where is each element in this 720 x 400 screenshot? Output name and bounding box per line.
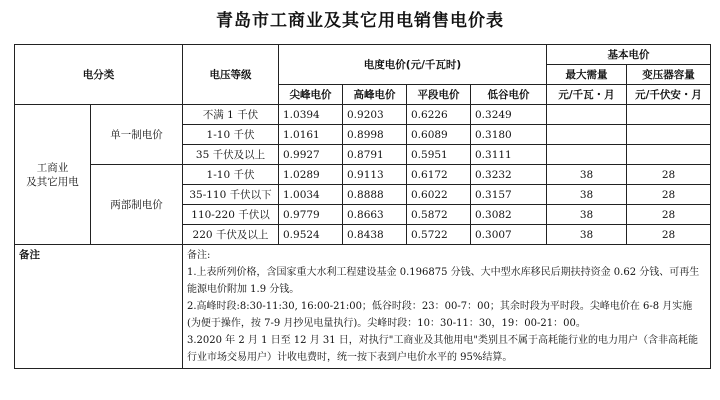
valley-cell: 0.3007 xyxy=(471,225,547,245)
high-cell: 0.8998 xyxy=(343,125,407,145)
category-label-line1: 工商业 xyxy=(36,161,69,174)
high-cell: 0.8438 xyxy=(343,225,407,245)
valley-cell: 0.3180 xyxy=(471,125,547,145)
header-category: 电分类 xyxy=(15,45,183,105)
peak-cell: 0.9524 xyxy=(279,225,343,245)
notes-heading: 备注 xyxy=(15,245,183,369)
voltage-cell: 220 千伏及以上 xyxy=(183,225,279,245)
transformer-cell: 28 xyxy=(627,205,711,225)
valley-cell: 0.3082 xyxy=(471,205,547,225)
flat-cell: 0.5872 xyxy=(407,205,471,225)
header-transformer: 变压器容量 xyxy=(627,65,711,85)
notes-intro: 备注: xyxy=(187,250,211,261)
tariff-table xyxy=(14,44,711,369)
demand-cell: 38 xyxy=(547,165,627,185)
peak-cell: 0.9927 xyxy=(279,145,343,165)
flat-cell: 0.6226 xyxy=(407,105,471,125)
header-basic-price: 基本电价 xyxy=(547,45,711,65)
header-max-demand: 最大需量 xyxy=(547,65,627,85)
peak-cell: 0.9779 xyxy=(279,205,343,225)
peak-cell: 1.0289 xyxy=(279,165,343,185)
header-max-demand-unit: 元/千瓦・月 xyxy=(547,85,627,105)
transformer-cell: 28 xyxy=(627,165,711,185)
header-flat: 平段电价 xyxy=(407,85,471,105)
note-item: 1.上表所列价格，含国家重大水利工程建设基金 0.196875 分钱、大中型水库移民后期扶持资金 0.62 分钱、可再生能源电价附加 1.9 分钱。 xyxy=(187,267,700,295)
valley-cell: 0.3157 xyxy=(471,185,547,205)
voltage-cell: 35 千伏及以上 xyxy=(183,145,279,165)
note-item: 3.2020 年 2 月 1 日至 12 月 31 日，对执行"工商业及其他用电"类别且不属于高耗能行业的电力用户（含非高耗能行业市场交易用户）计收电费时，统一按下表到户电价水平的 95%结算。 xyxy=(187,335,698,363)
table-row xyxy=(15,165,711,185)
voltage-cell: 35-110 千伏以下 xyxy=(183,185,279,205)
transformer-cell xyxy=(627,125,711,145)
header-energy-price: 电度电价(元/千瓦时) xyxy=(279,45,547,85)
demand-cell xyxy=(547,125,627,145)
flat-cell: 0.6089 xyxy=(407,125,471,145)
notes-row xyxy=(15,245,711,369)
voltage-cell: 1-10 千伏 xyxy=(183,125,279,145)
valley-cell: 0.3249 xyxy=(471,105,547,125)
valley-cell: 0.3111 xyxy=(471,145,547,165)
table-row xyxy=(15,105,711,125)
high-cell: 0.9203 xyxy=(343,105,407,125)
demand-cell: 38 xyxy=(547,225,627,245)
voltage-cell: 不满 1 千伏 xyxy=(183,105,279,125)
header-peak: 尖峰电价 xyxy=(279,85,343,105)
demand-cell xyxy=(547,105,627,125)
note-item: 2.高峰时段:8:30-11:30, 16:00-21:00；低谷时段：23：00-7：00；其余时段为平时段。尖峰电价在 6-8 月实施(为便于操作，按 7-9 月抄见电量执行)。尖峰时段：10：30-11：30，19：00-21：00。 xyxy=(187,301,693,329)
peak-cell: 1.0161 xyxy=(279,125,343,145)
demand-cell: 38 xyxy=(547,185,627,205)
header-voltage: 电压等级 xyxy=(183,45,279,105)
page-title: 青岛市工商业及其它用电销售电价表 xyxy=(216,11,504,31)
high-cell: 0.8663 xyxy=(343,205,407,225)
category-label-line2: 及其它用电 xyxy=(26,175,79,188)
peak-cell: 1.0034 xyxy=(279,185,343,205)
valley-cell: 0.3232 xyxy=(471,165,547,185)
high-cell: 0.9113 xyxy=(343,165,407,185)
group-single: 单一制电价 xyxy=(91,105,183,165)
transformer-cell: 28 xyxy=(627,225,711,245)
high-cell: 0.8791 xyxy=(343,145,407,165)
transformer-cell xyxy=(627,145,711,165)
high-cell: 0.8888 xyxy=(343,185,407,205)
voltage-cell: 110-220 千伏以 xyxy=(183,205,279,225)
notes-content xyxy=(183,245,711,369)
transformer-cell: 28 xyxy=(627,185,711,205)
peak-cell: 1.0394 xyxy=(279,105,343,125)
voltage-cell: 1-10 千伏 xyxy=(183,165,279,185)
flat-cell: 0.6172 xyxy=(407,165,471,185)
group-two-part: 两部制电价 xyxy=(91,165,183,245)
flat-cell: 0.5951 xyxy=(407,145,471,165)
demand-cell xyxy=(547,145,627,165)
header-high: 高峰电价 xyxy=(343,85,407,105)
header-transformer-unit: 元/千伏安・月 xyxy=(627,85,711,105)
category-cell xyxy=(15,105,91,245)
transformer-cell xyxy=(627,105,711,125)
demand-cell: 38 xyxy=(547,205,627,225)
header-valley: 低谷电价 xyxy=(471,85,547,105)
flat-cell: 0.6022 xyxy=(407,185,471,205)
flat-cell: 0.5722 xyxy=(407,225,471,245)
